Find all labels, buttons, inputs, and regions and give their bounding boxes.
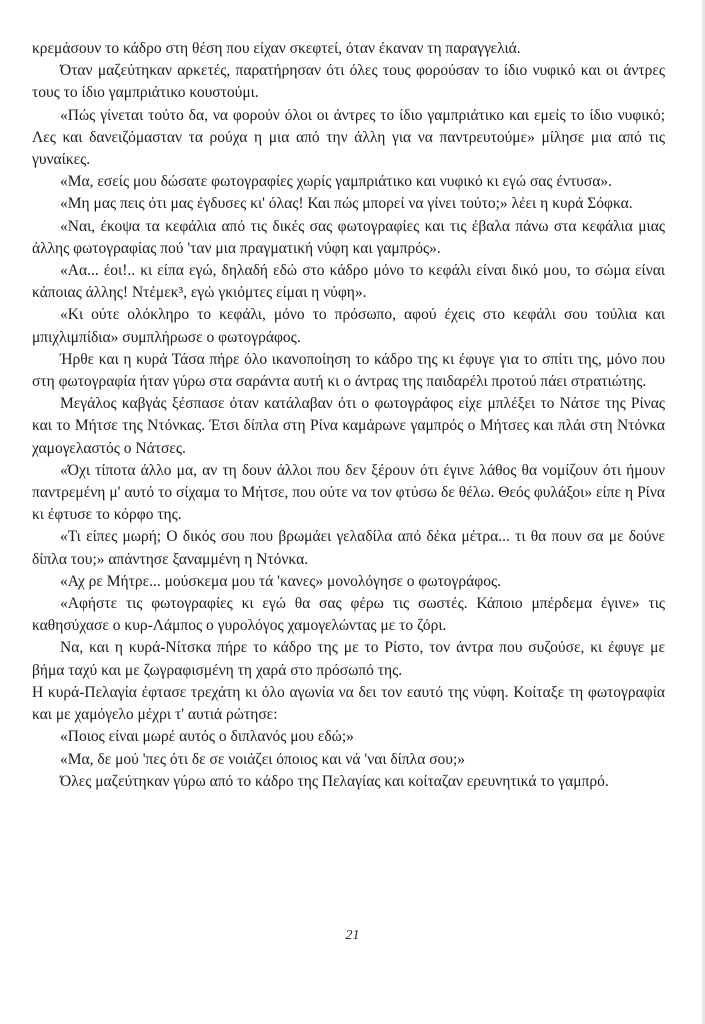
paragraph: Μεγάλος καβγάς ξέσπασε όταν κατάλαβαν ότι ο φωτογράφος είχε μπλέξει το Νάτσε της Ρίνας και το Μήτσε της Ντόνκας. Έτσι δίπλα στη Ρίνα καμάρωνε γαμπρός ο Μήτσες και πλάι στη Ντόνκα χαμογελαστός ο Νάτσες.: [32, 395, 665, 457]
page-body: [32, 38, 665, 793]
paragraph: Η κυρά-Πελαγία έφτασε τρεχάτη κι όλο αγωνία να δει τον εαυτό της νύφη. Κοίταξε τη φωτογραφία και με χαμόγελο μέχρι τ' αυτιά ρώτησε:: [32, 683, 665, 724]
paragraph: «Όχι τίποτα άλλο μα, αν τη δουν άλλοι που δεν ξέρουν ότι έγινε λάθος θα νομίζουν ότι ήμουν παντρεμένη μ' αυτό το σίχαμα το Μήτσε, που ούτε να τον φτύσω δε θέλω. Θεός φυλάξοι» είπε η Ρίνα κι έφτυσε το κόρφο της.: [32, 461, 665, 524]
paragraph: «Ποιος είναι μωρέ αυτός ο διπλανός μου εδώ;»: [60, 728, 354, 746]
paragraph: «Πώς γίνεται τούτο δα, να φορούν όλοι οι άντρες το ίδιο γαμπριάτικο και εμείς το ίδιο νυφικό; Λες και δανειζόμασταν τα ρούχα η μια από την άλλη για να παντρευτούμε» μίλησε μια από τις γυναίκες.: [32, 106, 665, 169]
paragraph: «Κι ούτε ολόκληρο το κεφάλι, μόνο το πρόσωπο, αφού έχεις στο κεφάλι σου τούλια και μπιχλιμπίδια» συμπλήρωσε ο φωτογράφος.: [32, 306, 665, 346]
paragraph: «Τι είπες μωρή; Ο δικός σου που βρωμάει γελαδίλα από δέκα μέτρα... τι θα πουν σα με δούνε δίπλα του;» απάντησε ξαναμμένη η Ντόνκα.: [32, 528, 665, 568]
paragraph: «Ναι, έκοψα τα κεφάλια από τις δικές σας φωτογραφίες και τις έβαλα πάνω στα κεφάλια μιας άλλης φωτογραφίας πού 'ταν μια πραγματική νύφη και γαμπρός».: [32, 217, 665, 257]
paragraph: «Μα, εσείς μου δώσατε φωτογραφίες χωρίς γαμπριάτικο και νυφικό κι εγώ σας έντυσα».: [60, 173, 612, 191]
paragraph: «Αα... έοι!.. κι είπα εγώ, δηλαδή εδώ στο κάδρο μόνο το κεφάλι είναι δικό μου, το σώμα είναι κάποιας άλλης! Ντέμεκ³, εγώ γκιόμτες είμαι η νύφη».: [32, 262, 665, 302]
paragraph: Όλες μαζεύτηκαν γύρω από το κάδρο της Πελαγίας και κοίταζαν ερευνητικά το γαμπρό.: [60, 772, 609, 790]
paragraph: «Αφήστε τις φωτογραφίες κι εγώ θα σας φέρω τις σωστές. Κάποιο μπέρδεμα έγινε» τις καθησύχασε ο κυρ-Λάμπος ο γυρολόγος χαμογελώντας με το ζόρι.: [32, 595, 665, 635]
paragraph: Όταν μαζεύτηκαν αρκετές, παρατήρησαν ότι όλες τους φορούσαν το ίδιο νυφικό και οι άντρες τους το ίδιο γαμπριάτικο κουστούμι.: [32, 62, 665, 102]
page-number: 21: [345, 928, 360, 943]
paragraph: «Μα, δε μού 'πες ότι δε σε νοιάζει όποιος και νά 'ναι δίπλα σου;»: [60, 750, 466, 768]
paragraph: «Αχ ρε Μήτρε... μούσκεμα μου τά 'κανες» μονολόγησε ο φωτογράφος.: [60, 572, 501, 590]
paragraph: κρεμάσουν το κάδρο στη θέση που είχαν σκεφτεί, όταν έκαναν τη παραγγελιά.: [32, 40, 521, 57]
paragraph: Να, και η κυρά-Νίτσκα πήρε το κάδρο της με το Ρίστο, τον άντρα που συζούσε, κι έφυγε με βήμα ταχύ και με ζωγραφισμένη τη χαρά στο πρόσωπό της.: [32, 639, 665, 679]
paragraph: «Μη μας πεις ότι μας έγδυσες κι' όλας! Και πώς μπορεί να γίνει τούτο;» λέει η κυρά Σόφκα.: [60, 195, 633, 213]
paragraph: Ήρθε και η κυρά Τάσα πήρε όλο ικανοποίηση το κάδρο της κι έφυγε για το σπίτι της, μόνο που στη φωτογραφία ήταν γύρω στα σαράντα αυτή κι ο άντρας της παιδαρέλι προτού πάει στρατιώτης.: [32, 350, 665, 391]
